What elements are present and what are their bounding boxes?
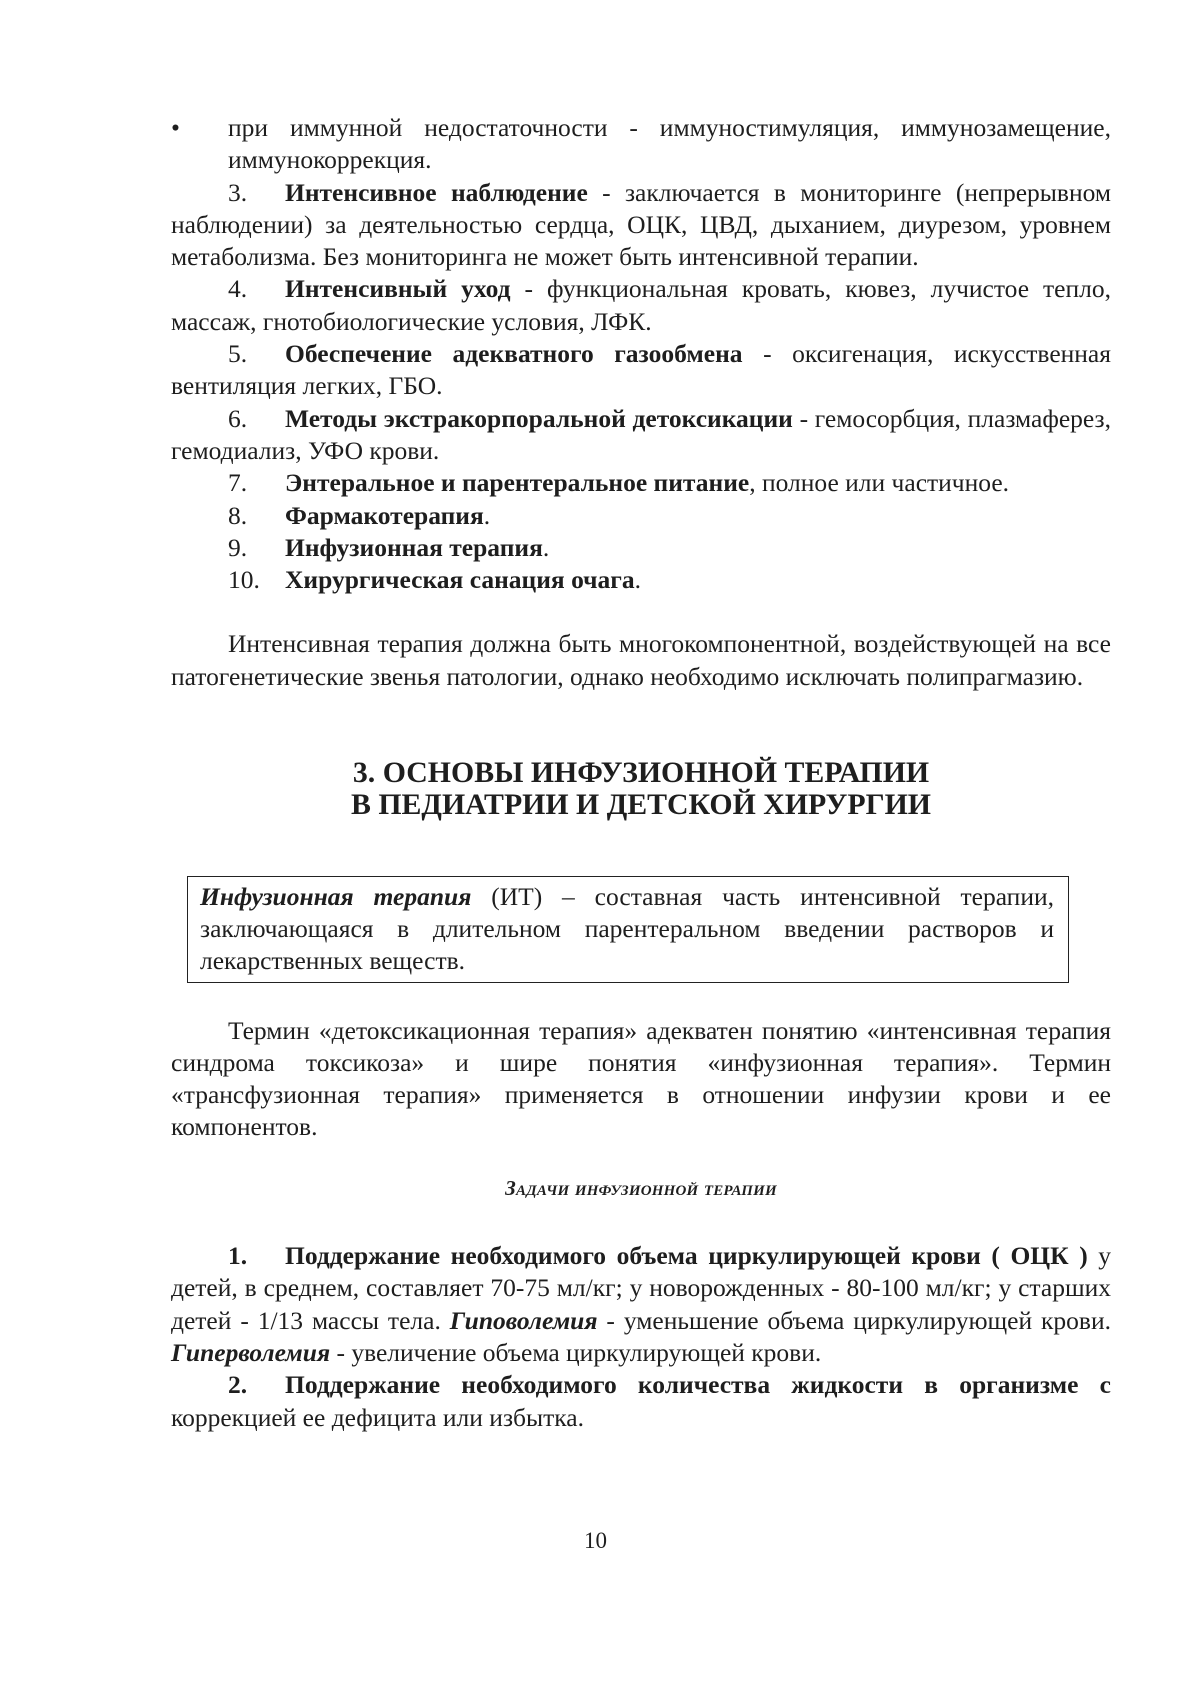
list-item-title: Фармакотерапия xyxy=(285,500,484,530)
list-item-title: Интенсивный уход xyxy=(285,274,511,304)
list-number: 5. xyxy=(228,339,248,369)
list-item-text: , полное или частичное. xyxy=(749,468,1010,498)
list-item-text: - гемосорбция, плазмаферез, гемодиализ, УФО крови. xyxy=(171,403,1111,465)
list-item-9 xyxy=(171,532,1111,564)
task-2 xyxy=(171,1369,1111,1434)
list-item-title: Методы экстракорпоральной детоксикации xyxy=(285,403,793,433)
definition-box xyxy=(187,876,1069,983)
list-item-6 xyxy=(171,403,1111,468)
task-text: у детей, в среднем, составляет 70-75 мл/кг; у новорожденных - 80-100 мл/кг; у старших детей - 1/13 массы тела. xyxy=(171,1241,1112,1335)
list-item-text: - заключается в мониторинге (непрерывном наблюдении) за деятельностью сердца, ОЦК, ЦВД, дыханием, диурезом, уровнем метаболизма. Без мониторинга не может быть интенсивной терапии. xyxy=(171,177,1111,272)
spacer xyxy=(171,1144,1111,1172)
task-number: 1. xyxy=(228,1241,248,1271)
list-item-5 xyxy=(171,338,1111,403)
intro-paragraph: Интенсивная терапия должна быть многокомпонентной, воздействующей на все патогенетические звенья патологии, однако необходимо исключать полипрагмазию. xyxy=(171,629,1111,691)
tasks-heading-text: Задачи инфузионной терапии xyxy=(505,1175,777,1200)
task-title: Поддержание необходимого количества жидкости в организме с xyxy=(285,1370,1111,1400)
list-number: 10. xyxy=(228,565,260,595)
list-item-10 xyxy=(171,564,1111,596)
definition-term: Инфузионная терапия xyxy=(200,881,472,911)
list-number: 3. xyxy=(228,177,248,207)
spacer xyxy=(171,596,1111,628)
definition-text xyxy=(200,881,1054,978)
list-number: 4. xyxy=(228,274,248,304)
list-item-7 xyxy=(171,467,1111,499)
spacer xyxy=(171,693,1111,757)
list-number: 9. xyxy=(228,532,248,562)
list-item-4 xyxy=(171,273,1111,338)
task-text: - увеличение объема циркулирующей крови. xyxy=(330,1337,822,1367)
task-text: коррекцией ее дефицита или избытка. xyxy=(171,1402,584,1432)
list-item-text: . xyxy=(634,565,642,595)
list-item-8 xyxy=(171,500,1111,532)
spacer xyxy=(171,1204,1111,1240)
list-number: 6. xyxy=(228,403,248,433)
task-number: 2. xyxy=(228,1370,248,1400)
list-item-title: Интенсивное наблюдение xyxy=(285,177,588,207)
task-title: Поддержание необходимого объема циркулирующей крови ( ОЦК ) xyxy=(285,1241,1088,1271)
term-hypervolemia: Гиперволемия xyxy=(171,1337,331,1367)
list-item-text: - функциональная кровать, кювез, лучистое тепло, массаж, гнотобиологические условия, ЛФК. xyxy=(171,274,1111,336)
term-paragraph: Термин «детоксикационная терапия» адекватен понятию «интенсивная терапия синдрома токсикоза» и шире понятия «инфузионная терапия». Термин «трансфузионная терапия» применяется в отношении инфузии крови и ее компонентов. xyxy=(171,1015,1111,1142)
list-item-text: - оксигенация, искусственная вентиляция легких, ГБО. xyxy=(171,339,1111,401)
list-item-text: . xyxy=(483,500,491,530)
list-item-title: Хирургическая санация очага xyxy=(285,565,635,595)
document-page xyxy=(171,112,1111,1434)
list-item-title: Инфузионная терапия xyxy=(285,532,543,562)
section-title xyxy=(171,757,1111,822)
bullet-text: при иммунной недостаточности - иммуностимуляция, иммунозамещение, иммунокоррекция. xyxy=(228,113,1111,175)
term-hypovolemia: Гиповолемия xyxy=(449,1305,598,1335)
spacer xyxy=(171,983,1111,1015)
section-title-line-1: 3. ОСНОВЫ ИНФУЗИОННОЙ ТЕРАПИИ xyxy=(352,756,930,790)
definition-body: (ИТ) – составная часть интенсивной терапии, заключающаяся в длительном парентеральном введении растворов и лекарственных веществ. xyxy=(200,881,1054,976)
tasks-heading xyxy=(171,1172,1111,1204)
list-item-title: Обеспечение адекватного газообмена xyxy=(285,339,743,369)
task-text: - уменьшение объема циркулирующей крови. xyxy=(597,1305,1111,1335)
task-1 xyxy=(171,1240,1111,1369)
section-title-line-2: В ПЕДИАТРИИ И ДЕТСКОЙ ХИРУРГИИ xyxy=(350,788,932,822)
spacer xyxy=(171,822,1111,876)
list-item-bullet xyxy=(171,112,1111,177)
bullet-mark: • xyxy=(171,113,180,142)
list-item-3 xyxy=(171,177,1111,274)
list-number: 8. xyxy=(228,500,248,530)
page-number: 10 xyxy=(584,1528,607,1553)
list-item-title: Энтеральное и парентеральное питание xyxy=(285,468,750,498)
list-item-text: . xyxy=(542,532,550,562)
list-number: 7. xyxy=(228,468,248,498)
